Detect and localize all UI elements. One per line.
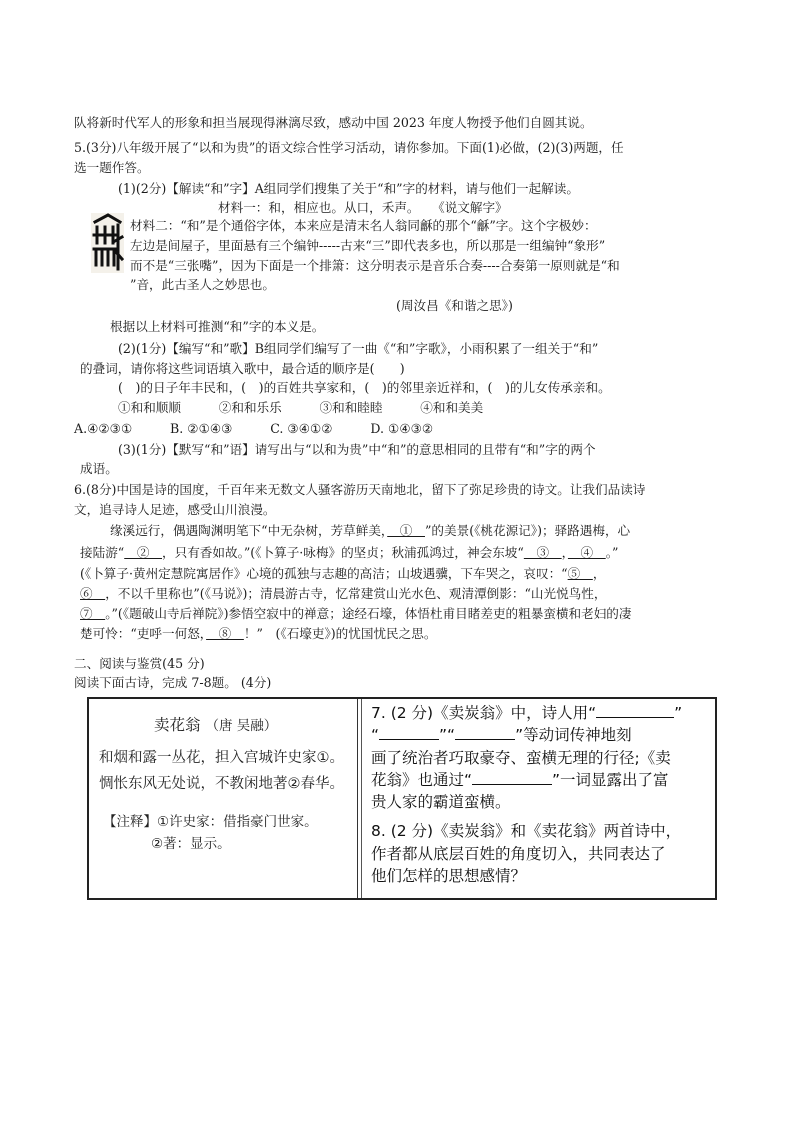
blank-4[interactable]: ④ (567, 545, 606, 560)
blank-7[interactable]: ⑦ (80, 606, 106, 621)
q5-1-stem: (1)(2分)【解读“和”字】A组同学们搜集了关于“和”字的材料，请与他们一起解读。 (118, 181, 579, 196)
poem-question-box (87, 697, 717, 900)
blank-3[interactable]: ③ (523, 545, 562, 560)
blank-6[interactable]: ⑥ (80, 586, 106, 601)
box-divider (357, 699, 358, 898)
material-two-line2: 左边是间屋子，里面悬有三个编钟-----古来“三”即代表多也，所以那是一组编钟“象形” (130, 238, 606, 253)
material-two-line1: 材料二：“和”是个通俗字体，本来应是清末名人翁同龢的那个“龢”字。这个字极妙： (130, 218, 597, 233)
q5-3-stem-line2: 成语。 (80, 461, 118, 476)
material-one: 材料一：和，相应也。从口，禾声。 《说文解字》 (218, 200, 508, 215)
poem-note1: 【注释】①许史家：借指豪门世家。 (103, 814, 318, 830)
q6-passage-line4: ⑥ ，不以千里称也”(《马说》)；清晨游古寺，忆常建赏山光水色、观清潭倒影：“山光悦鸟性， (80, 586, 607, 601)
q7-line2: “ ”“ ”等动词传神地刻 (371, 726, 632, 744)
poem-line1: 和烟和露一丛花，担入宫城许史家①。 (99, 750, 344, 766)
poem-title: 卖花翁 （唐 吴融） (154, 716, 278, 734)
continuation-text: 队将新时代军人的形象和担当展现得淋漓尽致，感动中国 2023 年度人物授予他们自圆其说。 (74, 115, 593, 130)
q7-answer-blank-2[interactable] (379, 725, 439, 740)
q6-passage-line2: 接陆游“ ② ，只有香如故。”(《卜算子·咏梅》的坚贞；秋浦孤鸿过，神会东坡“ ③ ， ④ 。” (80, 545, 619, 560)
q6-passage-line1: 缘溪远行，偶遇陶渊明笔下“中无杂树，芳草鲜美， ① ”的美景(《桃花源记》)；驿路遇梅，心 (110, 523, 631, 538)
q7-answer-blank-1[interactable] (596, 703, 674, 718)
blank-1[interactable]: ① (387, 523, 425, 538)
q8-line1: 8. (2 分)《卖炭翁》和《卖花翁》两首诗中， (371, 822, 682, 840)
q5-2-stem-line2: 的叠词，请你将这些词语填入歌中，最合适的顺序是( ) (80, 361, 405, 376)
q6-passage-line6: 楚可怜：“吏呼一何怒， ⑧ ！” (《石壕吏》)的忧国忧民之思。 (80, 626, 437, 641)
q5-stem-line1: 5.(3分)八年级开展了“以和为贵”的语文综合性学习活动，请你参加。下面(1)必做，(2)(3)两题，任 (74, 140, 624, 155)
q5-1-question: 根据以上材料可推测“和”字的本义是。 (110, 319, 325, 334)
q6-stem-line2: 文，追寻诗人足迹，感受山川浪漫。 (74, 502, 276, 517)
q6-passage-line5: ⑦ 。”(《题破山寺后禅院》)参悟空寂中的禅意；途经石壕，体悟杜甫目睹差吏的粗暴蛮横和老妇的凄 (80, 606, 632, 621)
q7-line5: 贵人家的霸道蛮横。 (371, 793, 511, 811)
q5-2-words: ①和和顺顺 ②和和乐乐 ③和和睦睦 ④和和美美 (118, 400, 484, 415)
blank-5[interactable]: ⑤ (567, 566, 593, 581)
q7-line3: 画了统治者巧取豪夺、蛮横无理的行径;《卖 (371, 749, 671, 767)
q8-line2: 作者都从底层百姓的角度切入，共同表达了 (371, 845, 666, 863)
q7-answer-blank-4[interactable] (472, 770, 552, 785)
material-two-source: (周汝昌《和谐之思》) (396, 298, 513, 313)
material-two-line3: 而不是“三张嘴”，因为下面是一个排箫：这分明表示是音乐合奏----合奏第一原则就是“和 (130, 258, 620, 273)
q7-answer-blank-3[interactable] (455, 725, 515, 740)
poem-instructions: 阅读下面古诗，完成 7-8题。 (4分) (74, 675, 272, 690)
q5-stem-line2: 选一题作答。 (74, 160, 150, 175)
poem-line2: 惆怅东风无处说，不教闲地著②春华。 (99, 776, 344, 792)
q7-line4: 花翁》也通过“ ”一词显露出了富 (371, 771, 669, 789)
q8-line3: 他们怎样的思想感情？ (371, 867, 527, 885)
q5-2-options: A.④②③① B. ②①④③ C. ③④①② D. ①④③② (74, 421, 434, 436)
q6-passage-line3: (《卜算子·黄州定慧院寓居作》心境的孤独与志趣的高洁；山坡遇骥，下车哭之，哀叹：“⑤ ， (80, 566, 606, 581)
blank-8[interactable]: ⑧ (206, 626, 244, 641)
q6-stem-line1: 6.(8分)中国是诗的国度，千百年来无数文人骚客游历天南地北，留下了弥足珍贵的诗文。让我们品读诗 (74, 482, 646, 497)
q5-2-stem-line1: (2)(1分)【编写“和”歌】B组同学们编写了一曲《“和”字歌》，小雨积累了一组关于“和” (118, 341, 599, 356)
box-divider-inner (361, 699, 362, 898)
section-two-heading: 二、阅读与鉴赏(45 分) (74, 656, 205, 671)
q5-3-stem: (3)(1分)【默写“和”语】请写出与“以和为贵”中“和”的意思相同的且带有“和”字的两个 (118, 442, 596, 457)
blank-2[interactable]: ② (124, 545, 163, 560)
q5-2-song: ( )的日子年丰民和，( )的百姓共享家和，( )的邻里亲近祥和，( )的儿女传承亲和。 (118, 380, 611, 395)
q7-line1: 7. (2 分)《卖炭翁》中，诗人用“ ” (371, 704, 683, 722)
seal-script-character-image (91, 213, 124, 273)
poem-note2: ②著：显示。 (151, 836, 231, 852)
material-two-line4: ”音，此古圣人之妙思也。 (130, 277, 275, 292)
